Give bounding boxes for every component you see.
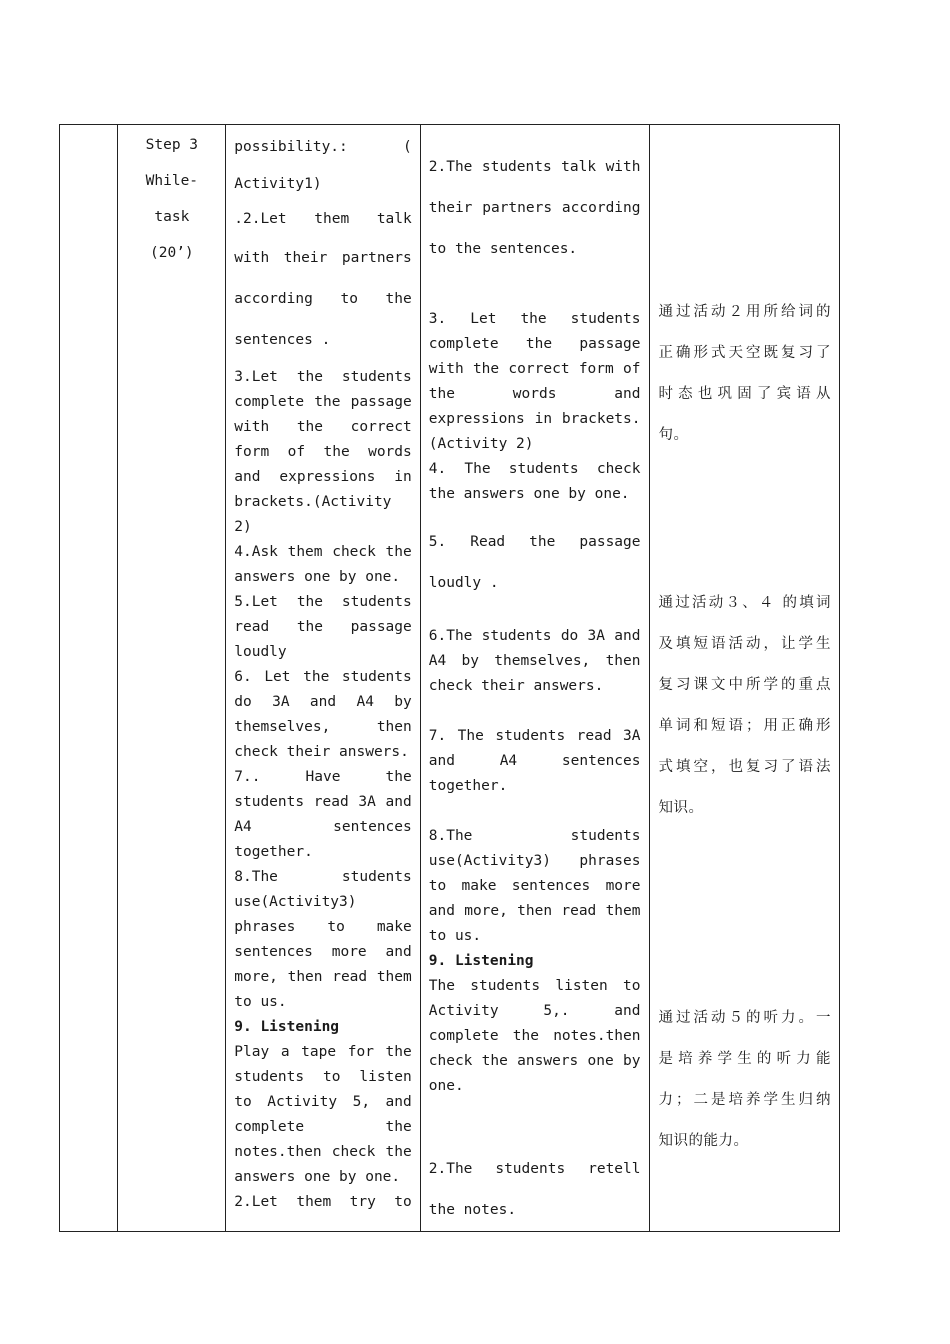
text-line: according to the xyxy=(234,291,412,307)
student-activity-cell xyxy=(420,125,649,1232)
text-line: 2.The students retell xyxy=(428,1161,641,1177)
text-line: to Activity 5, and xyxy=(234,1094,412,1110)
text-line: sentences more and xyxy=(234,944,412,960)
teacher-activity-cell xyxy=(226,125,420,1232)
text-line: 4. The students check xyxy=(428,461,641,477)
note-line: 复习课文中所学的重点 xyxy=(658,677,831,693)
note-line: 知识。 xyxy=(658,800,704,816)
text-line: Activity 5,. and xyxy=(428,1003,641,1019)
text-line: do 3A and A4 by xyxy=(234,694,412,710)
text-line: answers one by one. xyxy=(234,569,401,585)
text-line: to make sentences more xyxy=(428,878,641,894)
text-line: check their answers. xyxy=(234,744,409,760)
text-line: 7. The students read 3A xyxy=(428,728,641,744)
text-line: loudly xyxy=(234,644,287,660)
text-line: check the answers one by xyxy=(428,1053,641,1069)
text-line: 2.Let them try to xyxy=(234,1194,412,1210)
text-line: complete the xyxy=(234,1119,412,1135)
text-line: one. xyxy=(428,1078,464,1094)
text-line: students to listen xyxy=(234,1069,412,1085)
text-line: possibility.: ( xyxy=(234,139,412,155)
step-line: While- xyxy=(145,173,199,189)
note-line: 通过活动２用所给词的 xyxy=(658,304,831,320)
text-line: The students listen to xyxy=(428,978,641,994)
text-line: (Activity 2) xyxy=(428,436,534,452)
text-line: their partners according xyxy=(428,200,641,216)
text-line: complete the notes.then xyxy=(428,1028,641,1044)
text-line: 5. Read the passage xyxy=(428,534,641,550)
text-line: .2.Let them talk xyxy=(234,211,412,227)
text-line: A4 sentences xyxy=(234,819,412,835)
note-line: 正确形式天空既复习了 xyxy=(658,345,831,361)
text-line: A4 by themselves, then xyxy=(428,653,641,669)
text-line: and expressions in xyxy=(234,469,412,485)
text-line: and more, then read them xyxy=(428,903,641,919)
text-line: Play a tape for the xyxy=(234,1044,412,1060)
text-line: 3. Let the students xyxy=(428,311,641,327)
note-line: 单词和短语；用正确形 xyxy=(658,718,831,734)
text-line: 2) xyxy=(234,519,252,535)
text-line: expressions in brackets. xyxy=(428,411,641,427)
text-line: students read 3A and xyxy=(234,794,412,810)
text-line: with their partners xyxy=(234,250,412,266)
text-line: more, then read them xyxy=(234,969,412,985)
section-heading: 9. Listening xyxy=(428,953,534,969)
step-line: Step 3 xyxy=(145,137,199,153)
text-line: 5.Let the students xyxy=(234,594,412,610)
text-line: with the correct xyxy=(234,419,412,435)
text-line: to the sentences. xyxy=(428,241,578,257)
text-line: use(Activity3) xyxy=(234,894,357,910)
text-line: to us. xyxy=(234,994,287,1010)
text-line: form of the words xyxy=(234,444,412,460)
text-line: 7.. Have the xyxy=(234,769,412,785)
lesson-plan-table xyxy=(59,124,840,1232)
text-line: phrases to make xyxy=(234,919,412,935)
note-line: 及填短语活动，让学生 xyxy=(658,636,831,652)
text-line: answers one by one. xyxy=(234,1169,401,1185)
note-line: 句。 xyxy=(658,427,689,443)
note-line: 式填空，也复习了语法 xyxy=(658,759,831,775)
text-line: the words and xyxy=(428,386,641,402)
text-line: 3.Let the students xyxy=(234,369,412,385)
text-line: the answers one by one. xyxy=(428,486,630,502)
text-line: use(Activity3) phrases xyxy=(428,853,641,869)
text-line: brackets.(Activity xyxy=(234,494,392,510)
step-cell xyxy=(118,125,226,1232)
text-line: themselves, then xyxy=(234,719,412,735)
text-line: complete the passage xyxy=(234,394,412,410)
text-line: Activity1) xyxy=(234,176,322,192)
text-line: notes.then check the xyxy=(234,1144,412,1160)
step-line: (20’) xyxy=(150,245,194,261)
blank-cell xyxy=(60,125,118,1232)
text-line: 8.The students xyxy=(428,828,641,844)
text-line: with the correct form of xyxy=(428,361,641,377)
text-line: sentences . xyxy=(234,332,331,348)
text-line: together. xyxy=(428,778,508,794)
step-line: task xyxy=(154,209,190,225)
text-line: the notes. xyxy=(428,1202,517,1218)
note-line: 力；二是培养学生归纳 xyxy=(658,1092,831,1108)
section-heading: 9. Listening xyxy=(234,1019,340,1035)
purpose-cell xyxy=(649,125,840,1232)
text-line: 6. Let the students xyxy=(234,669,412,685)
table-row xyxy=(60,125,840,1232)
text-line: complete the passage xyxy=(428,336,641,352)
text-line: together. xyxy=(234,844,313,860)
text-line: read the passage xyxy=(234,619,412,635)
text-line: to us. xyxy=(428,928,482,944)
text-line: 2.The students talk with xyxy=(428,159,641,175)
text-line: check their answers. xyxy=(428,678,604,694)
text-line: 8.The students xyxy=(234,869,412,885)
note-line: 是培养学生的听力能 xyxy=(658,1051,831,1067)
text-line: and A4 sentences xyxy=(428,753,641,769)
text-line: 4.Ask them check the xyxy=(234,544,412,560)
note-line: 知识的能力。 xyxy=(658,1133,749,1149)
text-line: loudly . xyxy=(428,575,499,591)
note-line: 通过活动３、４ 的填词 xyxy=(658,595,831,611)
note-line: 通过活动５的听力。一 xyxy=(658,1010,831,1026)
note-line: 时态也巩固了宾语从 xyxy=(658,386,831,402)
text-line: 6.The students do 3A and xyxy=(428,628,641,644)
